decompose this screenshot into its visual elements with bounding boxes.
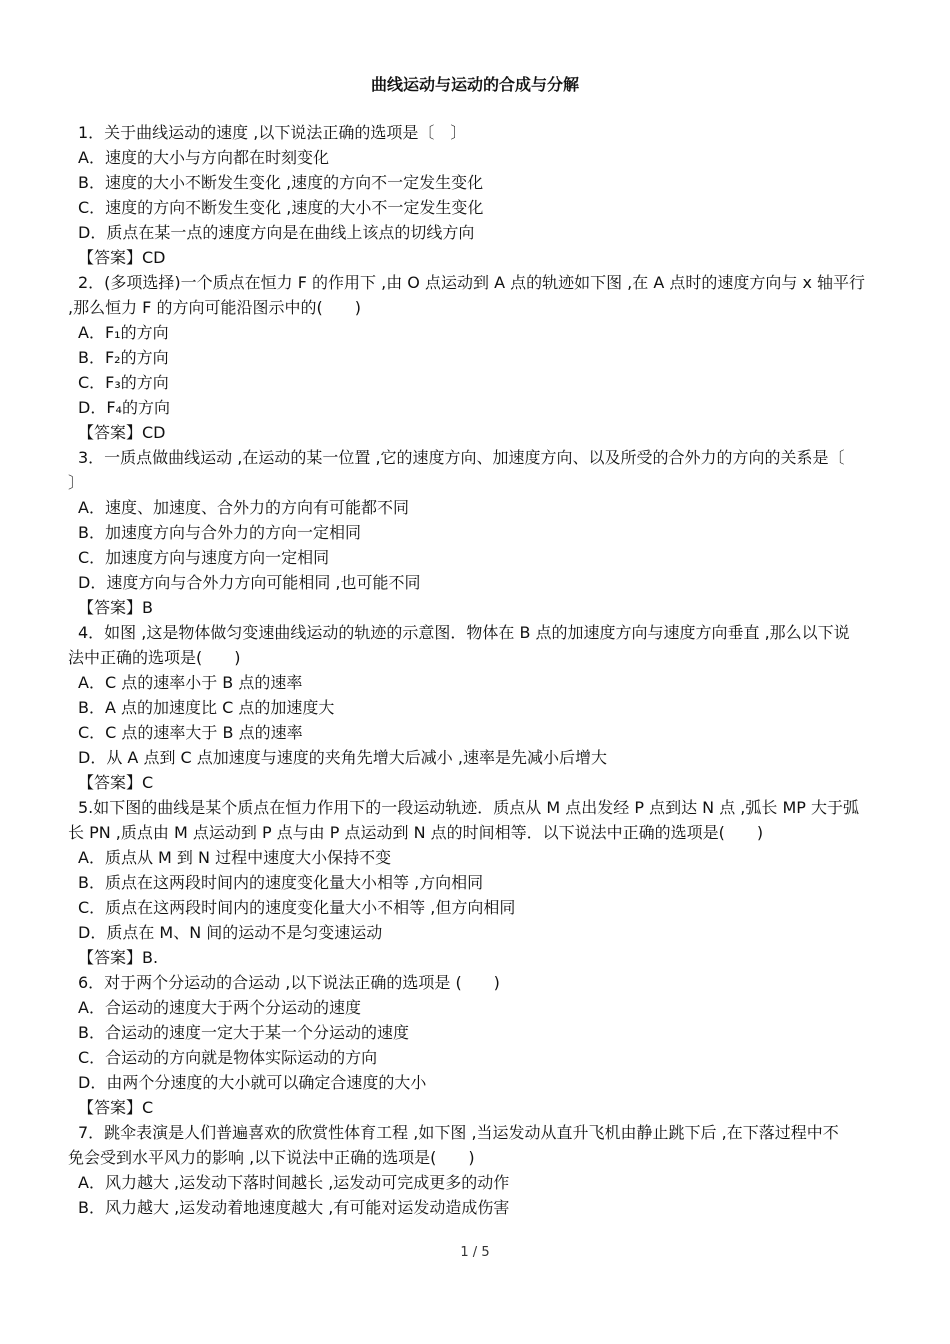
question-list (68, 120, 886, 1220)
question-6-answer: 【答案】C (78, 1098, 154, 1117)
question-5-option-a: A．质点从 M 到 N 过程中速度大小保持不变 (78, 848, 392, 867)
question-7-option-b: B．风力越大 ,运发动着地速度越大 ,有可能对运发动造成伤害 (78, 1198, 510, 1217)
question-7-option-a: A．风力越大 ,运发动下落时间越长 ,运发动可完成更多的动作 (78, 1173, 510, 1192)
question-5-answer: 【答案】B. (78, 948, 159, 967)
question-6-option-d: D．由两个分速度的大小就可以确定合速度的大小 (78, 1073, 427, 1092)
question-5-option-d: D．质点在 M、N 间的运动不是匀变速运动 (78, 923, 383, 942)
question-6-option-a: A．合运动的速度大于两个分运动的速度 (78, 998, 361, 1017)
question-3-stem-continued: 〕 (68, 473, 85, 492)
question-4-stem: 4．如图 ,这是物体做匀变速曲线运动的轨迹的示意图．物体在 B 点的加速度方向与速度方向垂直 ,那么以下说 (78, 623, 850, 642)
question-3-option-b: B．加速度方向与合外力的方向一定相同 (78, 523, 361, 542)
question-1-answer: 【答案】CD (78, 248, 166, 267)
question-5-stem: 5.如下图的曲线是某个质点在恒力作用下的一段运动轨迹．质点从 M 点出发经 P 点到达 N 点 ,弧长 MP 大于弧 (78, 798, 860, 817)
question-2-answer: 【答案】CD (78, 423, 166, 442)
question-7-stem-continued: 免会受到水平风力的影响 ,以下说法中正确的选项是( ) (68, 1148, 475, 1167)
question-6-stem: 6．对于两个分运动的合运动 ,以下说法正确的选项是 ( ) (78, 973, 500, 992)
question-5-option-c: C．质点在这两段时间内的速度变化量大小不相等 ,但方向相同 (78, 898, 516, 917)
question-3-option-c: C．加速度方向与速度方向一定相同 (78, 548, 330, 567)
question-6-option-c: C．合运动的方向就是物体实际运动的方向 (78, 1048, 378, 1067)
question-2-stem: 2．(多项选择)一个质点在恒力 F 的作用下 ,由 O 点运动到 A 点的轨迹如下图 ,在 A 点时的速度方向与 x 轴平行 (78, 273, 866, 292)
question-4-option-b: B．A 点的加速度比 C 点的加速度大 (78, 698, 335, 717)
page-number: 1 / 5 (460, 1245, 490, 1260)
question-1-option-b: B．速度的大小不断发生变化 ,速度的方向不一定发生变化 (78, 173, 484, 192)
question-7-stem: 7．跳伞表演是人们普遍喜欢的欣赏性体育工程 ,如下图 ,当运发动从直升飞机由静止跳下后 ,在下落过程中不 (78, 1123, 839, 1142)
question-6-option-b: B．合运动的速度一定大于某一个分运动的速度 (78, 1023, 409, 1042)
question-4-answer: 【答案】C (78, 773, 154, 792)
question-2-option-a: A．F₁的方向 (78, 323, 169, 342)
question-1-option-a: A．速度的大小与方向都在时刻变化 (78, 148, 329, 167)
question-5-option-b: B．质点在这两段时间内的速度变化量大小相等 ,方向相同 (78, 873, 484, 892)
question-4-option-d: D．从 A 点到 C 点加速度与速度的夹角先增大后减小 ,速率是先减小后增大 (78, 748, 607, 767)
question-2-option-c: C．F₃的方向 (78, 373, 169, 392)
question-4-option-c: C．C 点的速率大于 B 点的速率 (78, 723, 303, 742)
question-1-option-c: C．速度的方向不断发生变化 ,速度的大小不一定发生变化 (78, 198, 484, 217)
question-3-stem: 3．一质点做曲线运动 ,在运动的某一位置 ,它的速度方向、加速度方向、以及所受的合外力的方向的关系是〔 (78, 448, 845, 467)
question-3-option-d: D．速度方向与合外力方向可能相同 ,也可能不同 (78, 573, 421, 592)
question-4-stem-continued: 法中正确的选项是( ) (68, 648, 241, 667)
question-2-stem-continued: ,那么恒力 F 的方向可能沿图示中的( ) (68, 298, 361, 317)
question-3-answer: 【答案】B (78, 598, 153, 617)
question-2-option-b: B．F₂的方向 (78, 348, 169, 367)
question-5-stem-continued: 长 PN ,质点由 M 点运动到 P 点与由 P 点运动到 N 点的时间相等．以下说法中正确的选项是( ) (68, 823, 764, 842)
question-1-option-d: D．质点在某一点的速度方向是在曲线上该点的切线方向 (78, 223, 475, 242)
question-4-option-a: A．C 点的速率小于 B 点的速率 (78, 673, 303, 692)
question-2-option-d: D．F₄的方向 (78, 398, 170, 417)
question-3-option-a: A．速度、加速度、合外力的方向有可能都不同 (78, 498, 409, 517)
page-title: 曲线运动与运动的合成与分解 (370, 75, 579, 94)
question-1-stem: 1．关于曲线运动的速度 ,以下说法正确的选项是〔 〕 (78, 123, 467, 142)
